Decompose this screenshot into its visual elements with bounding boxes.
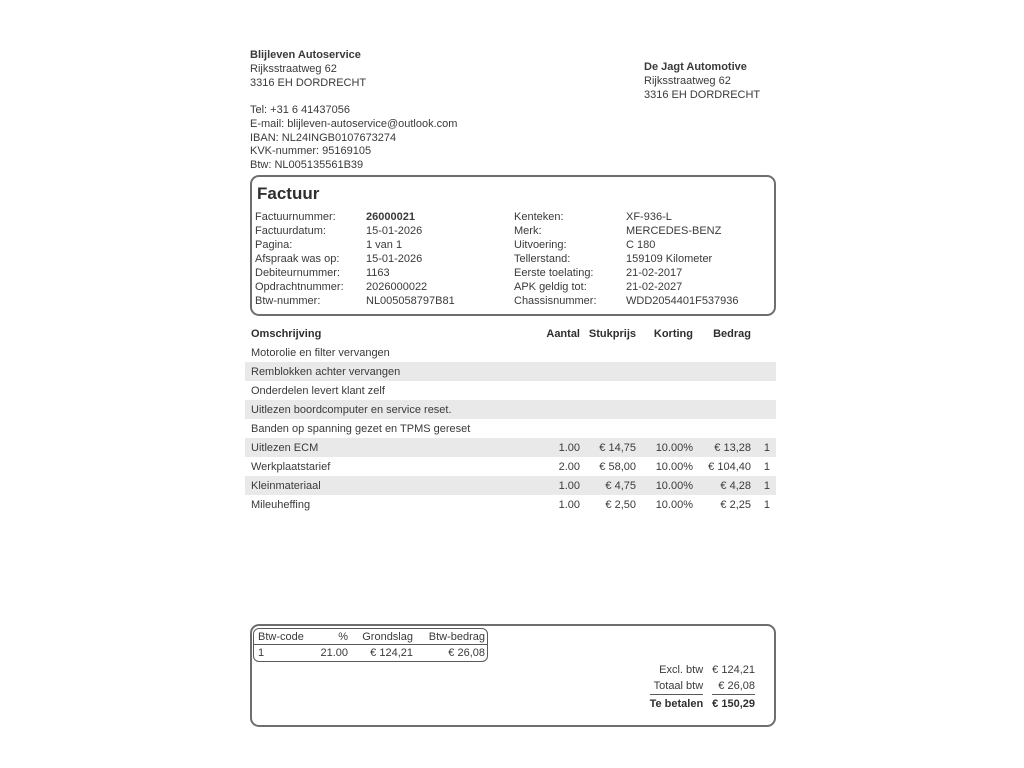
field-label: Debiteurnummer: xyxy=(255,267,340,279)
license-plate: XF-936-L xyxy=(626,211,672,223)
btw-col-pct: % xyxy=(338,630,348,643)
table-row xyxy=(245,400,776,419)
contact-kvk: KVK-nummer: 95169105 xyxy=(250,145,372,158)
field-label: Merk: xyxy=(514,225,542,237)
seller-name: Blijleven Autoservice xyxy=(250,49,361,61)
btw-code-value: 1 xyxy=(258,647,265,659)
item-description: Banden op spanning gezet en TPMS gereset xyxy=(251,422,471,435)
item-unit-price: € 58,00 xyxy=(599,460,636,473)
btw-table-header-row xyxy=(254,629,487,645)
first-admission-date: 21-02-2017 xyxy=(626,267,683,279)
invoice-details-box xyxy=(250,175,776,316)
field-label: Chassisnummer: xyxy=(514,295,597,307)
seller-city: 3316 EH DORDRECHT xyxy=(250,76,367,89)
field-label: Btw-nummer: xyxy=(255,295,321,307)
page-number: 1 van 1 xyxy=(366,239,403,251)
item-btw-code: 1 xyxy=(763,460,770,473)
item-discount: 10.00% xyxy=(655,441,693,454)
table-row xyxy=(245,438,776,457)
item-discount: 10.00% xyxy=(655,479,693,492)
btw-grondslag-value: € 124,21 xyxy=(370,647,413,659)
items-header-row xyxy=(245,325,776,343)
item-qty: 1.00 xyxy=(558,441,580,454)
item-unit-price: € 2,50 xyxy=(605,498,636,511)
item-description: Onderdelen levert klant zelf xyxy=(251,384,385,397)
col-header-aantal: Aantal xyxy=(546,328,580,340)
total-due-label: Te betalen xyxy=(650,694,704,713)
item-description: Uitlezen boordcomputer en service reset. xyxy=(251,403,452,416)
item-btw-code: 1 xyxy=(763,479,770,492)
item-description: Mileuheffing xyxy=(251,498,311,511)
total-due-value: € 150,29 xyxy=(712,694,755,713)
vehicle-fields-right xyxy=(514,210,772,308)
customer-address-block xyxy=(644,61,760,102)
seller-contact-block xyxy=(250,104,457,173)
table-row xyxy=(245,381,776,400)
field-label: Uitvoering: xyxy=(514,239,567,251)
item-btw-code: 1 xyxy=(763,498,770,511)
vehicle-model: C 180 xyxy=(626,239,656,251)
field-label: Pagina: xyxy=(255,239,293,251)
field-label: Kenteken: xyxy=(514,211,564,223)
table-row xyxy=(245,343,776,362)
field-label: Opdrachtnummer: xyxy=(255,281,344,293)
field-label: Tellerstand: xyxy=(514,253,571,265)
item-unit-price: € 4,75 xyxy=(605,479,636,492)
vat-number: NL005058797B81 xyxy=(366,295,455,307)
table-row xyxy=(245,419,776,438)
appointment-date: 15-01-2026 xyxy=(366,253,423,265)
invoice-fields-left xyxy=(255,210,505,308)
debtor-number: 1163 xyxy=(366,267,390,279)
item-discount: 10.00% xyxy=(655,460,693,473)
item-description: Remblokken achter vervangen xyxy=(251,365,401,378)
seller-address-block xyxy=(250,49,366,90)
contact-iban: IBAN: NL24INGB0107673274 xyxy=(250,131,397,144)
field-label: Eerste toelating: xyxy=(514,267,594,279)
field-label: Factuurdatum: xyxy=(255,225,326,237)
btw-summary-table xyxy=(253,628,488,662)
table-row xyxy=(245,457,776,476)
total-btw-row xyxy=(650,678,755,694)
total-due-row xyxy=(650,694,755,713)
total-btw-value: € 26,08 xyxy=(718,680,755,692)
item-description: Kleinmateriaal xyxy=(251,479,321,492)
total-btw-label: Totaal btw xyxy=(653,680,704,692)
order-number: 2026000022 xyxy=(366,281,428,293)
item-amount: € 104,40 xyxy=(708,460,751,473)
field-label: APK geldig tot: xyxy=(514,281,587,293)
contact-tel: Tel: +31 6 41437056 xyxy=(250,104,351,116)
field-label: Factuurnummer: xyxy=(255,211,336,223)
item-unit-price: € 14,75 xyxy=(599,441,636,454)
btw-col-bedrag: Btw-bedrag xyxy=(428,630,485,643)
col-header-stukprijs: Stukprijs xyxy=(588,328,636,340)
item-description: Werkplaatstarief xyxy=(251,460,331,473)
item-discount: 10.00% xyxy=(655,498,693,511)
vehicle-brand: MERCEDES-BENZ xyxy=(626,225,722,237)
table-row xyxy=(245,495,776,514)
summary-box xyxy=(250,624,776,727)
totals-block xyxy=(641,662,764,713)
item-description: Motorolie en filter vervangen xyxy=(251,346,390,359)
btw-table-data-row xyxy=(254,645,487,661)
btw-pct-value: 21.00 xyxy=(320,647,348,659)
item-qty: 1.00 xyxy=(558,479,580,492)
item-amount: € 13,28 xyxy=(714,441,751,454)
col-header-bedrag: Bedrag xyxy=(713,328,751,340)
table-row xyxy=(245,476,776,495)
item-amount: € 4,28 xyxy=(720,479,751,492)
total-excl-label: Excl. btw xyxy=(659,664,704,676)
item-qty: 2.00 xyxy=(558,460,580,473)
total-excl-row xyxy=(650,662,755,678)
chassis-number: WDD2054401F537936 xyxy=(626,295,739,307)
invoice-date: 15-01-2026 xyxy=(366,225,423,237)
total-excl-value: € 124,21 xyxy=(712,664,755,676)
invoice-number: 26000021 xyxy=(366,211,415,223)
item-description: Uitlezen ECM xyxy=(251,441,319,454)
contact-btw: Btw: NL005135561B39 xyxy=(250,159,364,172)
col-header-omschrijving: Omschrijving xyxy=(251,328,322,340)
item-amount: € 2,25 xyxy=(720,498,751,511)
item-btw-code: 1 xyxy=(763,441,770,454)
seller-street: Rijksstraatweg 62 xyxy=(250,62,337,75)
customer-name: De Jagt Automotive xyxy=(644,61,747,73)
btw-col-code: Btw-code xyxy=(258,630,304,643)
customer-city: 3316 EH DORDRECHT xyxy=(644,88,761,101)
table-row xyxy=(245,362,776,381)
odometer: 159109 Kilometer xyxy=(626,253,713,265)
contact-email: E-mail: blijleven-autoservice@outlook.com xyxy=(250,117,458,130)
line-items-table xyxy=(245,325,776,514)
item-qty: 1.00 xyxy=(558,498,580,511)
apk-valid-until: 21-02-2027 xyxy=(626,281,683,293)
field-label: Afspraak was op: xyxy=(255,253,340,265)
invoice-title: Factuur xyxy=(257,184,320,203)
col-header-korting: Korting xyxy=(653,328,693,340)
btw-bedrag-value: € 26,08 xyxy=(448,647,485,659)
customer-street: Rijksstraatweg 62 xyxy=(644,74,731,87)
btw-col-grondslag: Grondslag xyxy=(362,630,413,643)
